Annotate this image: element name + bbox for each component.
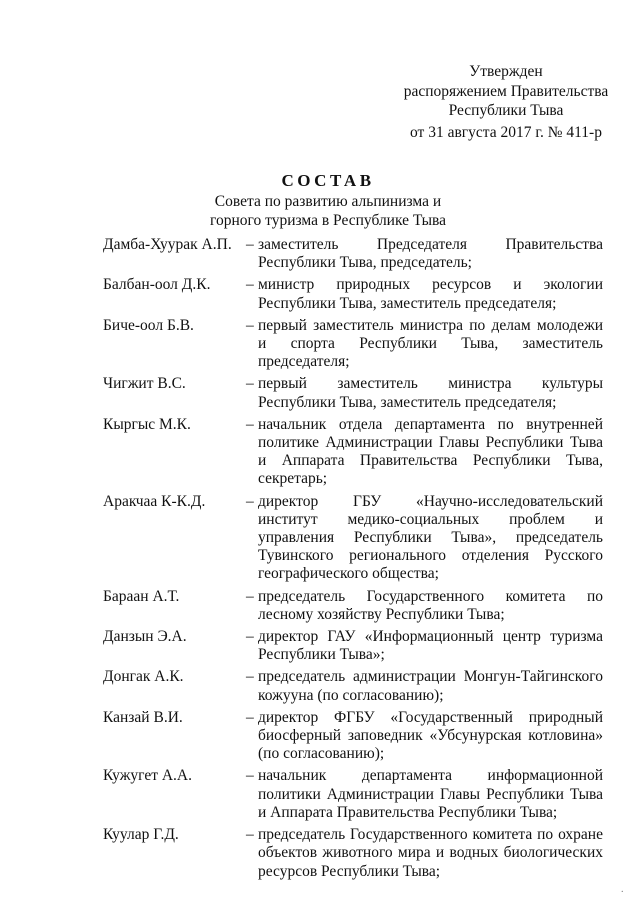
member-name: Бараан А.Т. (103, 587, 180, 605)
member-role: директор ГАУ «Информационный центр туризма Республики Тыва»; (258, 628, 603, 664)
dash-separator: – (246, 708, 254, 726)
dash-separator: – (246, 375, 254, 393)
title-block (0, 170, 640, 230)
member-row (103, 317, 603, 372)
member-role: первый заместитель министра по делам молодежи и спорта Республики Тыва, заместитель председателя; (258, 316, 603, 371)
member-role: первый заместитель министра культуры Республики Тыва, заместитель председателя; (258, 375, 603, 411)
dash-separator: – (246, 628, 254, 646)
member-role: начальник департамента информационной политики Администрации Главы Республики Тыва и Аппарата Правительства Республики Тыва; (258, 767, 603, 821)
member-role: председатель Государственного комитета по охране объектов животного мира и водных биологических ресурсов Республики Тыва; (258, 826, 603, 880)
approval-block (398, 62, 614, 142)
dash-separator: – (246, 587, 254, 605)
member-role: директор ГБУ «Научно-исследовательский институт медико-социальных проблем и управления Республики Тыва», председатель Тувинского регионального отделения Русского географического общества; (258, 492, 603, 583)
members-list (103, 236, 603, 885)
approval-date: от 31 августа 2017 г. № 411-р (410, 123, 602, 141)
member-name: Балбан-оол Д.К. (103, 276, 211, 294)
member-name: Куулар Г.Д. (103, 826, 179, 844)
member-name: Дамба-Хуурак А.П. (103, 236, 232, 253)
dash-separator: – (246, 316, 254, 334)
approval-authority: распоряжением Правительства (403, 82, 609, 100)
member-row (103, 493, 603, 584)
member-name: Кыргыс М.К. (103, 415, 191, 433)
member-name: Донгак А.К. (103, 668, 184, 686)
member-role: министр природных ресурсов и экологии Республики Тыва, заместитель председателя; (258, 276, 603, 312)
member-row (103, 236, 603, 272)
document-subtitle-line-2: горного туризма в Республике Тыва (210, 212, 446, 229)
page-corner-mark: . (621, 884, 624, 895)
member-name: Данзын Э.А. (103, 628, 187, 646)
dash-separator: – (246, 276, 254, 294)
member-row (103, 276, 603, 312)
member-role: директор ФГБУ «Государственный природный биосферный заповедник «Убсунурская котловина» (по согласованию); (258, 708, 603, 763)
member-name: Кужугет А.А. (103, 767, 192, 785)
member-name: Канзай В.И. (103, 708, 183, 726)
dash-separator: – (246, 415, 254, 433)
member-role: заместитель Председателя Правительства Республики Тыва, председатель; (258, 236, 603, 272)
member-name: Аракчаа К-К.Д. (103, 492, 206, 510)
dash-separator: – (246, 826, 254, 844)
dash-separator: – (246, 668, 254, 686)
member-row (103, 628, 603, 664)
dash-separator: – (246, 236, 254, 253)
dash-separator: – (246, 767, 254, 785)
dash-separator: – (246, 492, 254, 510)
approval-republic: Республики Тыва (448, 102, 564, 119)
member-row (103, 416, 603, 489)
member-role: председатель Государственного комитета по лесному хозяйству Республики Тыва; (258, 587, 603, 623)
member-row (103, 826, 603, 881)
approval-status: Утвержден (469, 63, 543, 80)
member-row (103, 588, 603, 624)
member-row (103, 668, 603, 704)
member-role: начальник отдела департамента по внутренней политике Администрации Главы Республики Тыва и Аппарата Правительства Республики Тыва, секретарь; (258, 415, 603, 488)
member-name: Биче-оол Б.В. (103, 316, 194, 334)
member-role: председатель администрации Монгун-Тайгинского кожууна (по согласованию); (258, 668, 603, 704)
member-row (103, 767, 603, 822)
member-name: Чигжит В.С. (103, 375, 186, 393)
member-row (103, 375, 603, 411)
document-title: СОСТАВ (281, 171, 375, 190)
member-row (103, 709, 603, 764)
document-subtitle-line-1: Совета по развитию альпинизма и (214, 193, 442, 210)
